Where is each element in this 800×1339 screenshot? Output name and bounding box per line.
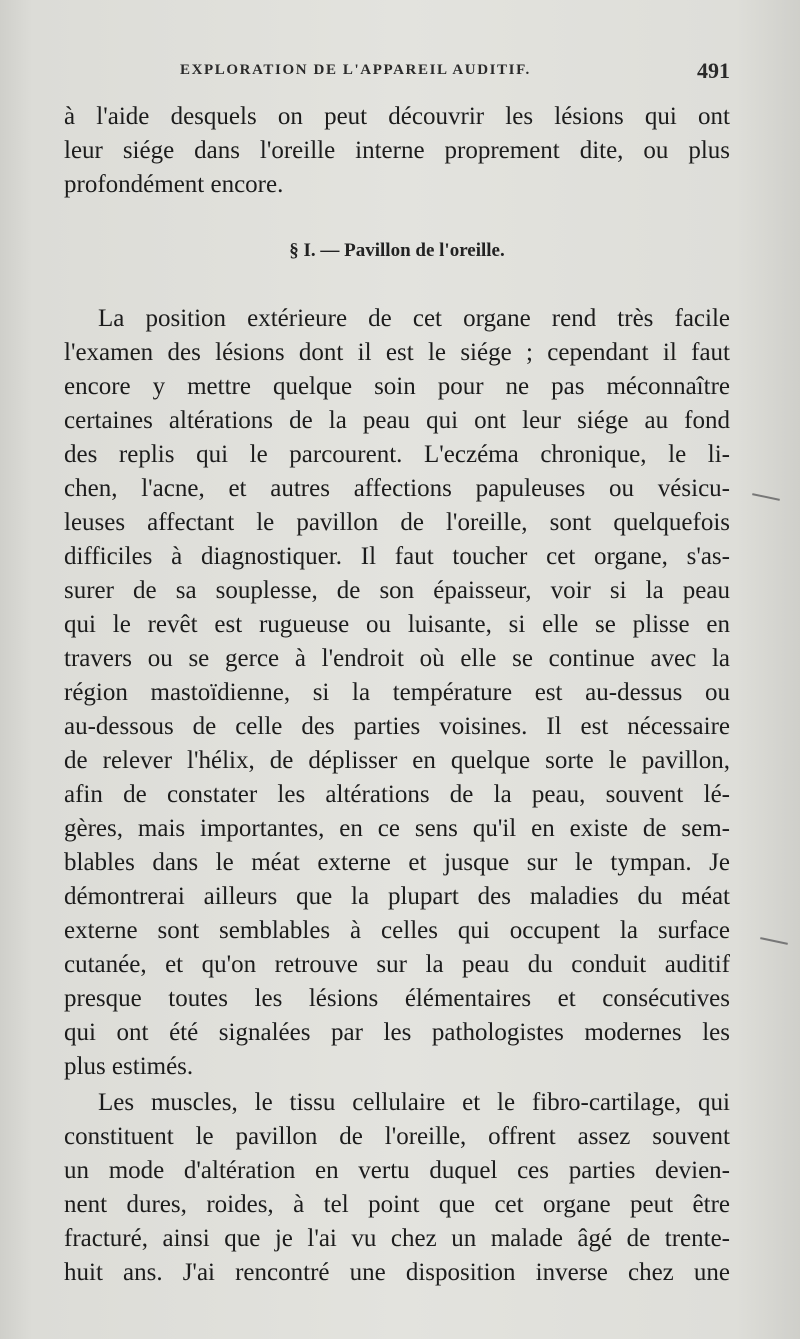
text-line: de relever l'hélix, de déplisser en quelque sorte le pavillon, [64,747,730,774]
text-line: chen, l'acne, et autres affections papuleuses ou vésicu- [64,475,730,502]
text-line: à l'aide desquels on peut découvrir les lésions qui ont [64,103,730,130]
text-line: leur siége dans l'oreille interne proprement dite, ou plus [64,137,730,164]
text-line: au-dessous de celle des parties voisines. Il est nécessaire [64,713,730,740]
text-line: Les muscles, le tissu cellulaire et le fibro-cartilage, qui [98,1089,730,1116]
text-line: presque toutes les lésions élémentaires et consécutives [64,985,730,1012]
text-line: région mastoïdienne, si la température est au-dessus ou [64,679,730,706]
text-line: constituent le pavillon de l'oreille, offrent assez souvent [64,1123,730,1150]
text-line: l'examen des lésions dont il est le siége ; cependant il faut [64,339,730,366]
text-line: difficiles à diagnostiquer. Il faut toucher cet organe, s'as- [64,543,730,570]
text-line: leuses affectant le pavillon de l'oreille, sont quelquefois [64,509,730,536]
margin-mark [752,493,780,501]
text-line: travers ou se gerce à l'endroit où elle se continue avec la [64,645,730,672]
text-line: surer de sa souplesse, de son épaisseur, voir si la peau [64,577,730,604]
text-line: fracturé, ainsi que je l'ai vu chez un malade âgé de trente- [64,1225,730,1252]
page-body [64,0,730,1339]
text-line: cutanée, et qu'on retrouve sur la peau du conduit auditif [64,951,730,978]
text-line: qui le revêt est rugueuse ou luisante, si elle se plisse en [64,611,730,638]
text-line: huit ans. J'ai rencontré une disposition inverse chez une [64,1259,730,1286]
text-line: qui ont été signalées par les pathologistes modernes les [64,1019,730,1046]
text-line: des replis qui le parcourent. L'eczéma chronique, le li- [64,441,730,468]
section-heading: § I. — Pavillon de l'oreille. [289,240,505,261]
text-line: plus estimés. [64,1053,194,1080]
text-line: externe sont semblables à celles qui occupent la surface [64,917,730,944]
text-line: La position extérieure de cet organe rend très facile [98,305,730,332]
text-line: un mode d'altération en vertu duquel ces parties devien- [64,1157,730,1184]
running-title: EXPLORATION DE L'APPAREIL AUDITIF. [180,62,531,78]
text-line: gères, mais importantes, en ce sens qu'il en existe de sem- [64,815,730,842]
text-line: afin de constater les altérations de la peau, souvent lé- [64,781,730,808]
text-line: nent dures, roides, à tel point que cet organe peut être [64,1191,730,1218]
margin-mark [760,937,788,945]
text-line: blables dans le méat externe et jusque sur le tympan. Je [64,849,730,876]
text-line: encore y mettre quelque soin pour ne pas méconnaître [64,373,730,400]
page-number: 491 [697,58,730,83]
text-line: profondément encore. [64,171,284,198]
text-line: démontrerai ailleurs que la plupart des maladies du méat [64,883,730,910]
text-line: certaines altérations de la peau qui ont leur siége au fond [64,407,730,434]
